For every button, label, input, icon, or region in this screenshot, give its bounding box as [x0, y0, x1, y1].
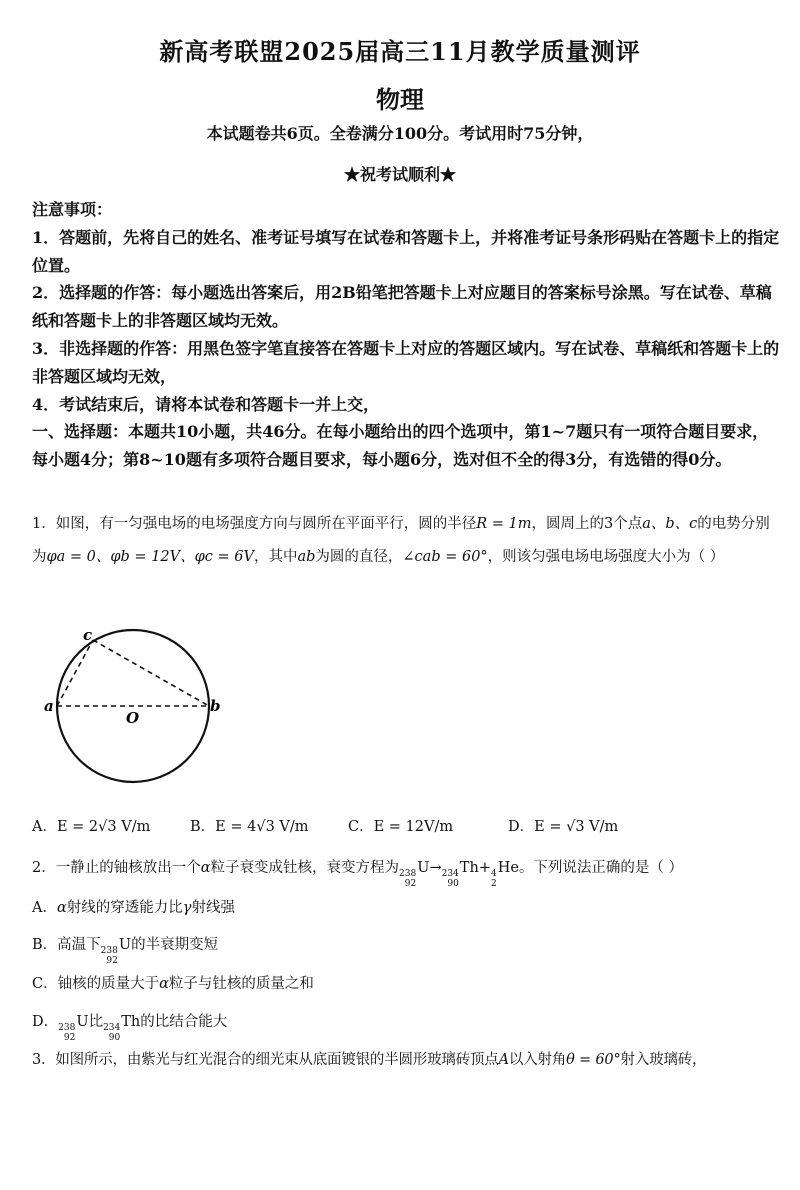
chord-ac	[57, 640, 93, 706]
potential-values: φa = 0、φb = 12V、φc = 6V	[46, 549, 254, 565]
question-2-stem: 2．一静止的铀核放出一个α粒子衰变成钍核，衰变方程为 238 92 U→ 234 90 Th+ 4 2 He。下列说法正确的是（ ）	[32, 860, 684, 890]
label-c: c	[83, 626, 93, 644]
label-a: a	[44, 697, 54, 715]
label-b: b	[210, 697, 221, 715]
q1-option-c: C．E = 12V/m	[348, 819, 454, 835]
q1-option-b: B．E = 4√3 V/m	[190, 819, 309, 835]
question-3-stem: 3．如图所示，由紫光与红光混合的细光束从底面镀银的半圆形玻璃砖顶点A以入射角θ = 60°射入玻璃砖，	[32, 1052, 707, 1068]
note-item: 4．考试结束后，请将本试卷和答题卡一并上交，	[32, 394, 380, 414]
note-item: 3．非选择题的作答：用黑色签字笔直接答在答题卡上对应的答题区域内。写在试卷、草稿纸和答题卡上的非答题区域均无效，	[32, 338, 780, 386]
chord-cb	[93, 640, 209, 706]
label-o: O	[126, 709, 140, 727]
q1-option-a: A．E = 2√3 V/m	[32, 819, 151, 835]
q2-option-d: D． 238 92 U比 234 90 Th的比结合能大	[32, 1014, 228, 1044]
q2-option-a: A．α射线的穿透能力比γ射线强	[32, 900, 235, 916]
radius-equation: R = 1m	[476, 516, 532, 532]
section-instructions: 一、选择题：本题共10小题，共46分。在每小题给出的四个选项中，第1~7题只有一项符合题目要求，每小题4分；第8~10题有多项符合题目要求，每小题6分，选对但不全的得3分，有选错的得0分。	[32, 422, 769, 470]
circle-figure	[38, 624, 238, 794]
exam-title: 新高考联盟2025届高三11月教学质量测评	[159, 37, 641, 66]
q1-option-d: D．E = √3 V/m	[508, 819, 619, 835]
diameter-label: ab	[297, 549, 316, 565]
notes-heading: 注意事项：	[32, 200, 113, 219]
good-luck-line: ★祝考试顺利★	[343, 165, 456, 184]
subject-title: 物理	[376, 85, 424, 114]
exam-info: 本试题卷共6页。全卷满分100分。考试用时75分钟，	[206, 124, 594, 143]
angle-value: ∠cab = 60°	[402, 549, 488, 565]
point-labels: a、b、c	[642, 516, 698, 532]
q2-option-c: C．铀核的质量大于α粒子与钍核的质量之和	[32, 976, 314, 992]
note-item: 1．答题前，先将自己的姓名、准考证号填写在试卷和答题卡上，并将准考证号条形码贴在答题卡上的指定位置。	[32, 227, 780, 275]
q2-option-b: B．高温下 238 92 U的半衰期变短	[32, 937, 219, 967]
notes-section	[32, 196, 780, 474]
note-item: 2．选择题的作答：每小题选出答案后，用2B铅笔把答题卡上对应题目的答案标号涂黑。写在试卷、草稿纸和答题卡上的非答题区域均无效。	[32, 283, 772, 331]
question-1-stem: 1．如图，有一匀强电场的电场强度方向与圆所在平面平行，圆的半径R = 1m，圆周上的3个点a、b、c的电势分别为φa = 0、φb = 12V、φc = 6V，其中ab为圆的直径，∠cab = 60°，则该匀强电场电场强度大小为（ ）	[32, 516, 770, 565]
